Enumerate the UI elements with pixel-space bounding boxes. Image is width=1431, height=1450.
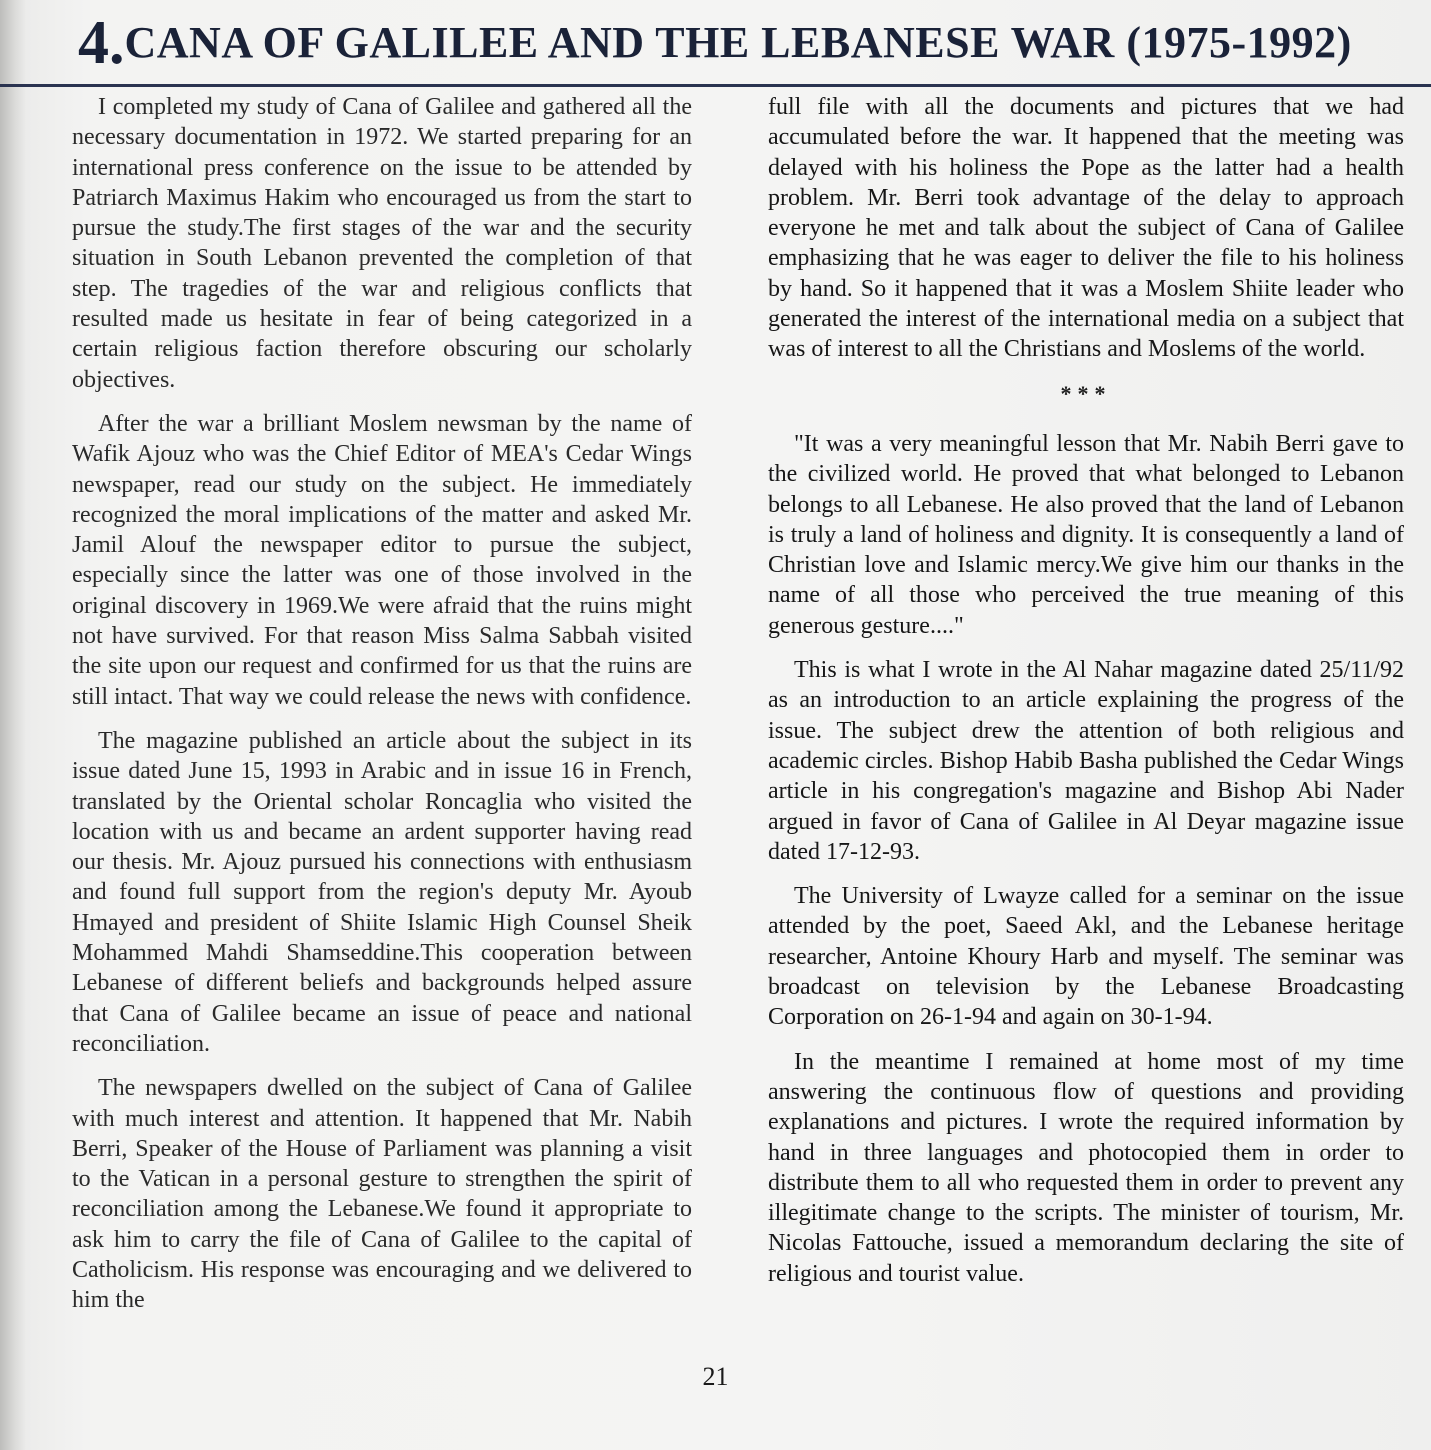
right-paragraph-2: The University of Lwayze called for a seminar on the issue attended by the poet, Saeed Akl, and the Lebanese heritage researcher, Antoine Khoury Harb and myself. The seminar was broadcast on television by the Lebanese Broadcasting Corporation on 26-1-94 and again on 30-1-94. <box>768 883 1404 1031</box>
left-paragraph-4: The newspapers dwelled on the subject of Cana of Galilee with much interest and attention. It happened that Mr. Nabih Berri, Speaker of the House of Parliament was planning a visit to the Vatican in a personal gesture to strengthen the spirit of reconciliation among the Lebanese.We found it appropriate to ask him to carry the file of Cana of Galilee to the capital of Catholicism. His response was encouraging and we delivered to him the <box>72 1075 692 1314</box>
left-paragraph-3: The magazine published an article about the subject in its issue dated June 15, 1993 in Arabic and in issue 16 in French, translated by the Oriental scholar Roncaglia who visited the location with us and became an ardent supporter having read our thesis. Mr. Ajouz pursued his connections with enthusiasm and found full support from the region's deputy Mr. Ayoub Hmayed and president of Shiite Islamic High Counsel Sheik Mohammed Mahdi Shamseddine.This cooperation between Lebanese of different beliefs and backgrounds helped assure that Cana of Galilee became an issue of peace and national reconciliation. <box>72 727 692 1057</box>
right-column <box>768 92 1404 1303</box>
right-paragraph-1: This is what I wrote in the Al Nahar magazine dated 25/11/92 as an introduction to an article explaining the progress of the issue. The subject drew the attention of both religious and academic circles. Bishop Habib Basha published the Cedar Wings article in his congregation's magazine and Bishop Abi Nader argued in favor of Cana of Galilee in Al Deyar magazine issue dated 17-12-93. <box>768 657 1404 865</box>
left-paragraph-2: After the war a brilliant Moslem newsman by the name of Wafik Ajouz who was the Chief Editor of MEA's Cedar Wings newspaper, read our study on the subject. He immediately recognized the moral implications of the matter and asked Mr. Jamil Alouf the newspaper editor to pursue the subject, especially since the latter was one of those involved in the original discovery in 1969.We were afraid that the ruins might not have survived. For that reason Miss Salma Sabbah visited the site upon our request and confirmed for us that the ruins are still intact. That way we could release the news with confidence. <box>72 410 692 710</box>
right-continuation-paragraph: full file with all the documents and pictures that we had accumulated before the war. It happened that the meeting was delayed with his holiness the Pope as the latter had a health problem. Mr. Berri took advantage of the delay to approach everyone he met and talk about the subject of Cana of Galilee emphasizing that he was eager to deliver the file to his holiness by hand. So it happened that it was a Moslem Shiite leader who generated the interest of the international media on a subject that was of interest to all the Christians and Moslems of the world. <box>768 94 1404 363</box>
section-separator: *** <box>1060 380 1112 406</box>
chapter-title: CANA OF GALILEE AND THE LEBANESE WAR (1975-1992) <box>124 18 1352 67</box>
right-paragraph-3: In the meantime I remained at home most of my time answering the continuous flow of questions and providing explanations and pictures. I wrote the required information by hand in three languages and photocopied them in order to distribute them to all who requested them in order to prevent any illegitimate change to the scripts. The minister of tourism, Mr. Nicolas Fattouche, issued a memorandum declaring the site of religious and tourist value. <box>768 1048 1404 1287</box>
chapter-number: 4. <box>78 9 125 77</box>
quoted-passage: "It was a very meaningful lesson that Mr. Nabih Berri gave to the civilized world. He proved that what belonged to Lebanon belongs to all Lebanese. He also proved that the land of Lebanon is truly a land of holiness and dignity. It is consequently a land of Christian love and Islamic mercy.We give him our thanks in the name of all those who perceived the true meaning of this generous gesture...." <box>768 430 1404 639</box>
left-column <box>72 92 692 1330</box>
page-number: 21 <box>702 1362 729 1391</box>
left-paragraph-1: I completed my study of Cana of Galilee and gathered all the necessary documentation in 1972. We started preparing for an international press conference on the issue to be attended by Patriarch Maximus Hakim who encouraged us from the start to pursue the study.The first stages of the war and the security situation in South Lebanon prevented the completion of that step. The tragedies of the war and religious conflicts that resulted made us hesitate in fear of being categorized in a certain religious faction therefore obscuring our scholarly objectives. <box>72 94 692 393</box>
spine-shadow <box>0 0 26 1450</box>
chapter-header <box>78 2 1352 84</box>
header-rule <box>0 84 1431 87</box>
